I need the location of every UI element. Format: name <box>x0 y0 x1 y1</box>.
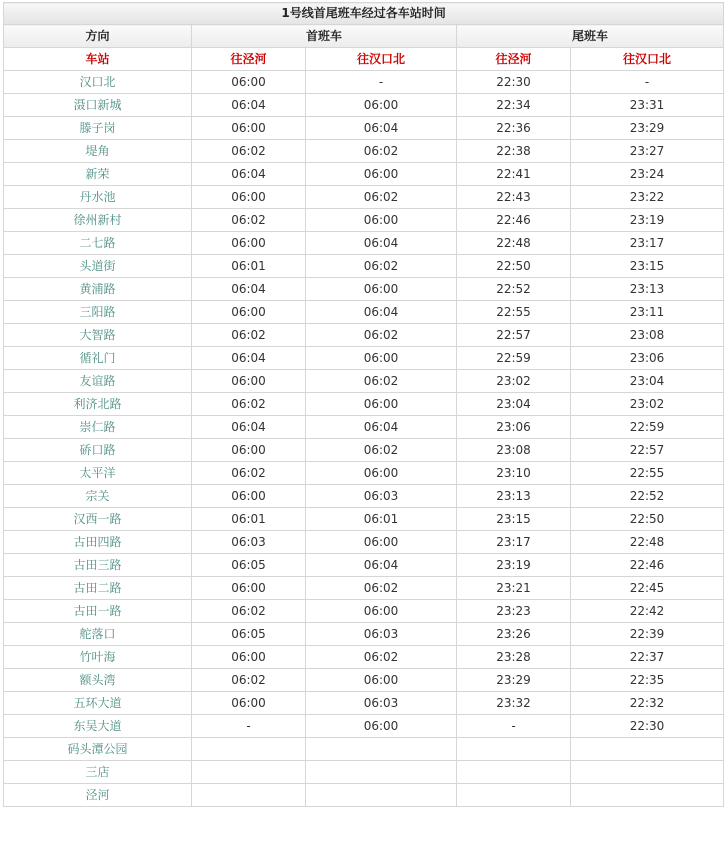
last-to-jinghe-time: 23:06 <box>457 416 571 439</box>
first-to-hankoubei-time: 06:00 <box>306 347 457 370</box>
table-row <box>4 761 724 784</box>
first-to-hankoubei-time: 06:04 <box>306 117 457 140</box>
first-to-jinghe-time: 06:02 <box>192 462 306 485</box>
first-to-hankoubei-time: 06:02 <box>306 577 457 600</box>
last-to-hankoubei-time: 23:08 <box>571 324 724 347</box>
last-to-hankoubei-time <box>571 738 724 761</box>
station-name: 宗关 <box>4 485 192 508</box>
first-to-hankoubei-time: 06:03 <box>306 485 457 508</box>
first-train-header: 首班车 <box>192 25 457 48</box>
station-name: 码头潭公园 <box>4 738 192 761</box>
last-to-hankoubei-time <box>571 761 724 784</box>
last-to-hankoubei-time: 23:17 <box>571 232 724 255</box>
last-to-hankoubei-time: 22:59 <box>571 416 724 439</box>
station-name: 徐州新村 <box>4 209 192 232</box>
last-to-hankoubei-time: 23:29 <box>571 117 724 140</box>
first-to-hankoubei-time: 06:00 <box>306 600 457 623</box>
last-to-hankoubei-time: 23:15 <box>571 255 724 278</box>
last-to-jinghe-time: - <box>457 715 571 738</box>
last-to-hankoubei-time: 22:57 <box>571 439 724 462</box>
first-to-hankoubei-time: - <box>306 71 457 94</box>
first-to-hankoubei-time: 06:00 <box>306 715 457 738</box>
last-to-jinghe-time: 22:48 <box>457 232 571 255</box>
table-row <box>4 646 724 669</box>
subheader-row <box>4 48 724 71</box>
last-to-jinghe-time <box>457 761 571 784</box>
station-name: 汉西一路 <box>4 508 192 531</box>
last-to-jinghe-time: 22:59 <box>457 347 571 370</box>
last-to-jinghe-header: 往泾河 <box>457 48 571 71</box>
first-to-hankoubei-header: 往汉口北 <box>306 48 457 71</box>
last-to-jinghe-time: 22:57 <box>457 324 571 347</box>
first-to-jinghe-time: 06:00 <box>192 71 306 94</box>
last-to-jinghe-time: 23:21 <box>457 577 571 600</box>
first-to-jinghe-time: 06:02 <box>192 393 306 416</box>
station-name: 硚口路 <box>4 439 192 462</box>
last-to-jinghe-time: 22:50 <box>457 255 571 278</box>
last-to-jinghe-time: 22:36 <box>457 117 571 140</box>
last-to-jinghe-time: 23:15 <box>457 508 571 531</box>
last-to-jinghe-time: 23:23 <box>457 600 571 623</box>
first-to-hankoubei-time: 06:01 <box>306 508 457 531</box>
timetable-container <box>3 2 723 807</box>
station-name: 黄浦路 <box>4 278 192 301</box>
station-name: 堤角 <box>4 140 192 163</box>
last-to-hankoubei-time <box>571 784 724 807</box>
first-to-jinghe-time: 06:05 <box>192 623 306 646</box>
first-to-jinghe-time: 06:00 <box>192 439 306 462</box>
station-name: 竹叶海 <box>4 646 192 669</box>
first-to-jinghe-time: 06:02 <box>192 600 306 623</box>
first-to-hankoubei-time: 06:00 <box>306 94 457 117</box>
last-to-hankoubei-time: 23:31 <box>571 94 724 117</box>
first-to-hankoubei-time <box>306 738 457 761</box>
station-name: 古田三路 <box>4 554 192 577</box>
last-to-hankoubei-time: 22:39 <box>571 623 724 646</box>
table-row <box>4 508 724 531</box>
table-row <box>4 715 724 738</box>
station-name: 古田二路 <box>4 577 192 600</box>
first-to-jinghe-time: 06:00 <box>192 232 306 255</box>
table-row <box>4 278 724 301</box>
last-to-jinghe-time: 22:43 <box>457 186 571 209</box>
first-to-jinghe-time <box>192 784 306 807</box>
station-name: 滕子岗 <box>4 117 192 140</box>
last-to-jinghe-time: 22:46 <box>457 209 571 232</box>
table-row <box>4 140 724 163</box>
first-to-hankoubei-time: 06:04 <box>306 416 457 439</box>
last-to-jinghe-time: 22:34 <box>457 94 571 117</box>
last-to-hankoubei-time: 22:35 <box>571 669 724 692</box>
first-to-jinghe-header: 往泾河 <box>192 48 306 71</box>
last-to-jinghe-time: 22:38 <box>457 140 571 163</box>
last-to-jinghe-time: 23:10 <box>457 462 571 485</box>
last-to-hankoubei-time: 22:37 <box>571 646 724 669</box>
station-name: 三店 <box>4 761 192 784</box>
first-to-jinghe-time: 06:00 <box>192 117 306 140</box>
first-last-train-timetable <box>3 2 724 807</box>
first-to-hankoubei-time: 06:00 <box>306 163 457 186</box>
table-row <box>4 71 724 94</box>
last-to-hankoubei-time: 22:50 <box>571 508 724 531</box>
table-row <box>4 186 724 209</box>
table-row <box>4 577 724 600</box>
table-row <box>4 232 724 255</box>
first-to-hankoubei-time: 06:02 <box>306 186 457 209</box>
table-title-row <box>4 3 724 25</box>
last-to-jinghe-time <box>457 738 571 761</box>
last-to-hankoubei-time: 22:48 <box>571 531 724 554</box>
first-to-hankoubei-time: 06:00 <box>306 531 457 554</box>
last-to-jinghe-time: 23:17 <box>457 531 571 554</box>
last-to-jinghe-time: 23:02 <box>457 370 571 393</box>
last-to-jinghe-time <box>457 784 571 807</box>
table-title: 1号线首尾班车经过各车站时间 <box>4 3 724 25</box>
first-to-jinghe-time: 06:00 <box>192 692 306 715</box>
table-row <box>4 370 724 393</box>
first-to-jinghe-time: 06:04 <box>192 278 306 301</box>
station-name: 泾河 <box>4 784 192 807</box>
last-to-hankoubei-time: 23:24 <box>571 163 724 186</box>
table-row <box>4 600 724 623</box>
station-name: 舵落口 <box>4 623 192 646</box>
last-to-jinghe-time: 23:32 <box>457 692 571 715</box>
first-to-jinghe-time: 06:04 <box>192 94 306 117</box>
table-row <box>4 301 724 324</box>
station-name: 二七路 <box>4 232 192 255</box>
table-row <box>4 485 724 508</box>
last-to-jinghe-time: 23:28 <box>457 646 571 669</box>
table-row <box>4 531 724 554</box>
last-to-jinghe-time: 22:52 <box>457 278 571 301</box>
station-name: 滠口新城 <box>4 94 192 117</box>
first-to-hankoubei-time: 06:02 <box>306 370 457 393</box>
first-to-jinghe-time: 06:01 <box>192 255 306 278</box>
last-to-jinghe-time: 23:26 <box>457 623 571 646</box>
station-name: 循礼门 <box>4 347 192 370</box>
table-row <box>4 669 724 692</box>
first-to-jinghe-time: 06:00 <box>192 370 306 393</box>
first-to-jinghe-time: 06:00 <box>192 301 306 324</box>
last-to-jinghe-time: 22:41 <box>457 163 571 186</box>
last-to-hankoubei-time: 22:30 <box>571 715 724 738</box>
first-to-hankoubei-time: 06:00 <box>306 462 457 485</box>
last-to-hankoubei-time: 23:06 <box>571 347 724 370</box>
first-to-jinghe-time: 06:03 <box>192 531 306 554</box>
first-to-hankoubei-time: 06:03 <box>306 623 457 646</box>
last-to-hankoubei-time: 23:11 <box>571 301 724 324</box>
station-name: 三阳路 <box>4 301 192 324</box>
first-to-jinghe-time: - <box>192 715 306 738</box>
table-row <box>4 209 724 232</box>
table-row <box>4 393 724 416</box>
station-name: 友谊路 <box>4 370 192 393</box>
last-to-hankoubei-time: 23:13 <box>571 278 724 301</box>
first-to-jinghe-time: 06:02 <box>192 669 306 692</box>
first-to-hankoubei-time: 06:03 <box>306 692 457 715</box>
first-to-jinghe-time: 06:00 <box>192 646 306 669</box>
first-to-jinghe-time: 06:05 <box>192 554 306 577</box>
station-name: 崇仁路 <box>4 416 192 439</box>
last-to-hankoubei-time: 22:52 <box>571 485 724 508</box>
last-to-hankoubei-time: - <box>571 71 724 94</box>
first-to-hankoubei-time: 06:04 <box>306 554 457 577</box>
table-row <box>4 692 724 715</box>
table-row <box>4 347 724 370</box>
first-to-jinghe-time: 06:00 <box>192 186 306 209</box>
table-row <box>4 623 724 646</box>
timetable-body <box>4 71 724 807</box>
station-name: 古田四路 <box>4 531 192 554</box>
last-to-hankoubei-time: 22:46 <box>571 554 724 577</box>
first-to-hankoubei-time: 06:00 <box>306 209 457 232</box>
first-to-jinghe-time: 06:01 <box>192 508 306 531</box>
station-name: 东吴大道 <box>4 715 192 738</box>
last-to-hankoubei-time: 22:55 <box>571 462 724 485</box>
last-train-header: 尾班车 <box>457 25 724 48</box>
first-to-hankoubei-time: 06:00 <box>306 393 457 416</box>
table-row <box>4 324 724 347</box>
table-row <box>4 554 724 577</box>
station-name: 利济北路 <box>4 393 192 416</box>
station-name: 汉口北 <box>4 71 192 94</box>
last-to-jinghe-time: 23:04 <box>457 393 571 416</box>
last-to-jinghe-time: 23:13 <box>457 485 571 508</box>
first-to-jinghe-time: 06:02 <box>192 209 306 232</box>
station-name: 新荣 <box>4 163 192 186</box>
first-to-jinghe-time: 06:04 <box>192 163 306 186</box>
first-to-hankoubei-time: 06:02 <box>306 439 457 462</box>
first-to-jinghe-time: 06:02 <box>192 140 306 163</box>
first-to-hankoubei-time <box>306 784 457 807</box>
header-row <box>4 25 724 48</box>
station-name: 大智路 <box>4 324 192 347</box>
last-to-hankoubei-time: 22:42 <box>571 600 724 623</box>
table-row <box>4 117 724 140</box>
last-to-jinghe-time: 22:55 <box>457 301 571 324</box>
first-to-hankoubei-time: 06:04 <box>306 232 457 255</box>
table-row <box>4 784 724 807</box>
last-to-hankoubei-time: 23:19 <box>571 209 724 232</box>
station-name: 丹水池 <box>4 186 192 209</box>
first-to-hankoubei-time: 06:04 <box>306 301 457 324</box>
station-name: 太平洋 <box>4 462 192 485</box>
first-to-hankoubei-time: 06:02 <box>306 646 457 669</box>
last-to-hankoubei-time: 23:27 <box>571 140 724 163</box>
first-to-hankoubei-time: 06:02 <box>306 255 457 278</box>
last-to-jinghe-time: 22:30 <box>457 71 571 94</box>
last-to-hankoubei-time: 23:02 <box>571 393 724 416</box>
last-to-jinghe-time: 23:29 <box>457 669 571 692</box>
table-row <box>4 94 724 117</box>
first-to-jinghe-time: 06:04 <box>192 347 306 370</box>
last-to-jinghe-time: 23:08 <box>457 439 571 462</box>
last-to-jinghe-time: 23:19 <box>457 554 571 577</box>
table-row <box>4 439 724 462</box>
last-to-hankoubei-time: 22:45 <box>571 577 724 600</box>
first-to-jinghe-time: 06:00 <box>192 485 306 508</box>
station-name: 古田一路 <box>4 600 192 623</box>
first-to-jinghe-time: 06:00 <box>192 577 306 600</box>
first-to-jinghe-time <box>192 738 306 761</box>
table-row <box>4 163 724 186</box>
station-name: 额头湾 <box>4 669 192 692</box>
station-name: 五环大道 <box>4 692 192 715</box>
first-to-hankoubei-time: 06:00 <box>306 278 457 301</box>
direction-header: 方向 <box>4 25 192 48</box>
table-row <box>4 416 724 439</box>
station-name: 头道街 <box>4 255 192 278</box>
last-to-hankoubei-time: 22:32 <box>571 692 724 715</box>
last-to-hankoubei-time: 23:04 <box>571 370 724 393</box>
station-header: 车站 <box>4 48 192 71</box>
last-to-hankoubei-time: 23:22 <box>571 186 724 209</box>
last-to-hankoubei-header: 往汉口北 <box>571 48 724 71</box>
table-row <box>4 462 724 485</box>
first-to-jinghe-time: 06:04 <box>192 416 306 439</box>
first-to-hankoubei-time: 06:02 <box>306 324 457 347</box>
table-row <box>4 738 724 761</box>
first-to-hankoubei-time: 06:02 <box>306 140 457 163</box>
first-to-jinghe-time <box>192 761 306 784</box>
first-to-hankoubei-time: 06:00 <box>306 669 457 692</box>
first-to-jinghe-time: 06:02 <box>192 324 306 347</box>
table-row <box>4 255 724 278</box>
first-to-hankoubei-time <box>306 761 457 784</box>
